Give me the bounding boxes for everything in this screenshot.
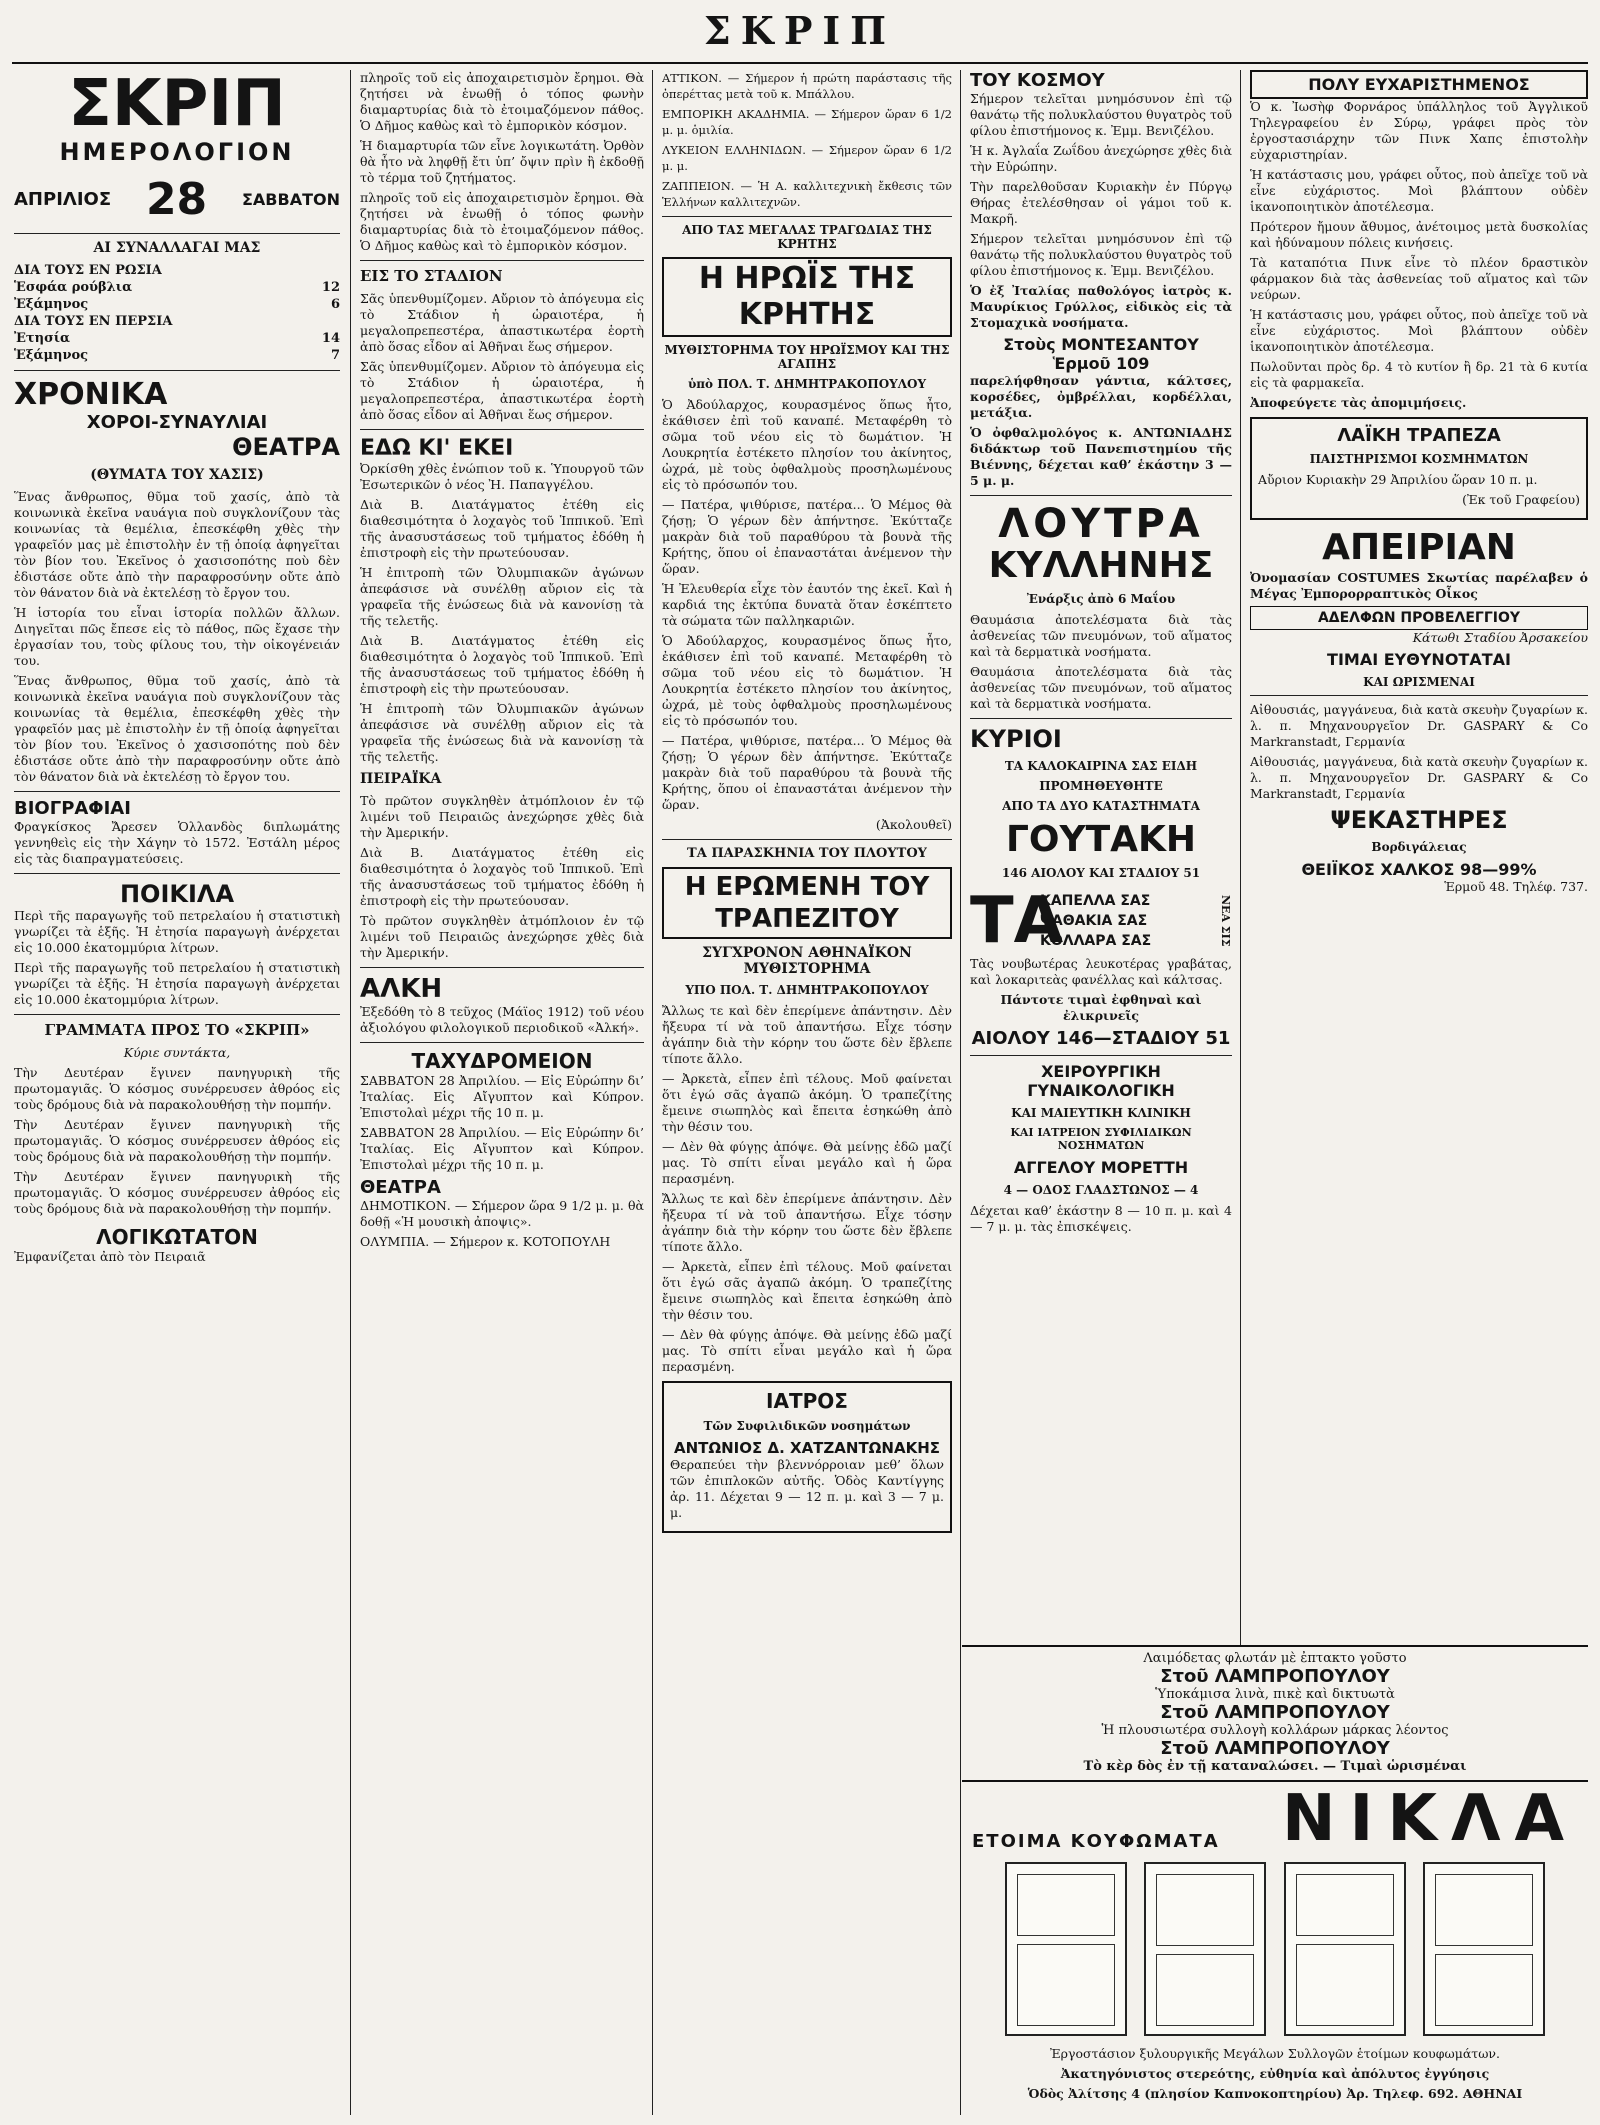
- clinic-name: ΑΓΓΕΛΟΥ ΜΟΡΕΤΤΗ: [1013, 1158, 1189, 1177]
- timai-line: ΤΙΜΑΙ ΕΥΘΥΝΟΤΑΤΑΙ: [1327, 650, 1511, 669]
- footer-text: Ἐμφανίζεται ἀπὸ τὸν Πειραιᾶ: [14, 1249, 206, 1264]
- date-month: ΑΠΡΙΛΙΟΣ: [14, 189, 112, 210]
- montesanto-address: Ἑρμοῦ 109: [1052, 354, 1150, 373]
- chronika-heading: ΧΡΟΝΙΚΑ: [14, 377, 168, 412]
- edo-text: Ἡ ἐπιτροπὴ τῶν Ὀλυμπιακῶν ἀγώνων ἀπεφάσισε νὰ συνέλθῃ αὔριον εἰς τὰ γραφεῖα τῆς ἑνώσεως διὰ νὰ κανονίσῃ τὰ τῆς τελετῆς.: [360, 565, 644, 628]
- thanks-text: Τὰ καταπότια Πινκ εἶνε τὸ πλέον δραστικὸν φάρμακον διὰ τὰς ἀσθενείας τοῦ αἵματος καὶ τῶν νεύρων.: [1250, 255, 1588, 302]
- serial2-text: — Ἀρκετὰ, εἶπεν ἐπὶ τέλους. Μοῦ φαίνεται ὅτι ἐγώ σᾶς ἀγαπῶ ἀκόμη. Ὁ τραπεζίτης ἔμεινε σιωπηλὸς καὶ ἔπειτα ἐσηκώθη ἀπὸ τὴν θέσιν του.: [662, 1071, 952, 1134]
- exchange-value: 14: [321, 331, 340, 346]
- montesanto-text: παρελήφθησαν γάντια, κάλτσες, κορσέδες, ὀμβρέλλαι, κορδέλλαι, μετάξια.: [970, 373, 1232, 420]
- exchange-row: [14, 279, 340, 296]
- biografiai-heading: ΒΙΟΓΡΑΦΙΑΙ: [14, 798, 131, 819]
- serial2-text: — Δὲν θὰ φύγῃς ἀπόψε. Θὰ μείνῃς ἐδῶ μαζί μας. Τὸ σπίτι εἶναι μεγάλο καὶ ἡ ὥρα περασμένη.: [662, 1327, 952, 1374]
- serial1-title: Η ΗΡΩΪΣ ΤΗΣ ΚΡΗΤΗΣ: [662, 257, 952, 337]
- edo-text: Ὀρκίσθη χθὲς ἐνώπιον τοῦ κ. Ὑπουργοῦ τῶν Ἐσωτερικῶν ὁ νέος Ἠ. Παπαγγέλου.: [360, 461, 644, 492]
- column-3: [662, 70, 952, 2115]
- clinic-subtitle: ΚΑΙ ΜΑΙΕΥΤΙΚΗ ΚΛΙΝΙΚΗ: [1011, 1106, 1191, 1120]
- masthead-title: ΣΚΡΙΠ: [703, 8, 897, 53]
- goutaki-address: 146 ΑΙΟΛΟΥ ΚΑΙ ΣΤΑΔΙΟΥ 51: [1001, 866, 1201, 880]
- exchange-label: Ἐτησία: [14, 331, 71, 346]
- stadion-heading: ΕΙΣ ΤΟ ΣΤΑΔΙΟΝ: [360, 267, 503, 285]
- prices-text: Πάντοτε τιμαὶ ἐφθηναὶ καὶ ἐλικρινεῖς: [1000, 992, 1202, 1023]
- exchange-value: 7: [330, 348, 340, 363]
- goutaki-title: ΓΟΥΤΑΚΗ: [1005, 819, 1197, 860]
- date-line: [14, 174, 340, 225]
- door-illustration: [1005, 1862, 1127, 2036]
- laiki-title: ΛΑΪΚΗ ΤΡΑΠΕΖΑ: [1337, 425, 1501, 446]
- society-text: Ἡ κ. Ἀγλαΐα Ζωΐδου ἀνεχώρησε χθὲς διὰ τὴν Εὐρώπην.: [970, 143, 1232, 174]
- brothers-name: ΑΔΕΛΦΩΝ ΠΡΟΒΕΛΕΓΓΙΟΥ: [1250, 606, 1588, 630]
- article-text: πληροῖς τοῦ εἰς ἀποχαιρετισμὸν ἔρημοι. Θὰ ζητήσει νὰ ἑνωθῇ ὁ τόπος φωνὴν διαμαρτυρίας διὰ τὸ ἐτοιμαζόμενον πάθος. Ὁ Δῆμος καθὼς καὶ τὸ ἐμπορικὸν κόσμον.: [360, 190, 644, 253]
- paper-subtitle: ΗΜΕΡΟΛΟΓΙΟΝ: [59, 138, 295, 166]
- lamp-line: Τὸ κὲρ δὸς ἐν τῇ καταναλώσει. — Τιμαὶ ὡρισμέναι: [1083, 1759, 1467, 1774]
- ta-side: ΝΕΑ ΣΙΣ: [1219, 895, 1232, 947]
- clinic-address: 4 — ΟΔΟΣ ΓΛΑΔΣΤΩΝΟΣ — 4: [1003, 1183, 1199, 1197]
- peiraika-text: Διὰ Β. Διατάγματος ἐτέθη εἰς διαθεσιμότητα ὁ λοχαγὸς τοῦ Ἱππικοῦ. Ἐπὶ τῆς ἀνασυστάσεως τοῦ τμήματος ἐδόθη ἡ ἐπιστροφὴ εἰς τὴν πρωτεύουσαν.: [360, 845, 644, 908]
- bio-text: Φραγκίσκος Ἄρεσεν Ὁλλανδὸς διπλωμάτης γεννηθεὶς εἰς τὴν Χάγην τὸ 1572. Ἐστάλη μέρος εἰς τὰς διαπραγματεύσεις.: [14, 819, 340, 866]
- exchange-value: 12: [321, 280, 340, 295]
- serial2-author: ΥΠΟ ΠΟΛ. Τ. ΔΗΜΗΤΡΑΚΟΠΟΥΛΟΥ: [685, 983, 929, 997]
- theatra-heading: ΘΕΑΤΡΑ: [232, 433, 340, 461]
- article-text: Ἡ διαμαρτυρία τῶν εἶνε λογικωτάτη. Ὀρθὸν θὰ ἦτο νὰ ληφθῇ ἔτι ὑπ’ ὄψιν πρὶν ἢ ἐκδοθῇ τὸ τέρμα τοῦ ζητήματος.: [360, 138, 644, 185]
- ta-text: Τὰς νουβωτέρας λευκοτέρας γραβάτας, καὶ λοκαριτεὰς φανέλλας καὶ κάλτσας.: [970, 956, 1232, 987]
- peiraika-text: Τὸ πρῶτον συγκληθὲν ἀτμόπλοιον ἐν τῷ λιμένι τοῦ Πειραιῶς ἀνεχώρησε χθὲς διὰ τὴν Ἀμερικήν.: [360, 793, 644, 840]
- clinic-subtitle-2: ΚΑΙ ΙΑΤΡΕΙΟΝ ΣΥΦΙΛΙΔΙΚΩΝ ΝΟΣΗΜΑΤΩΝ: [1010, 1126, 1192, 1152]
- clinic-title: ΧΕΙΡΟΥΡΓΙΚΗ ΓΥΝΑΙΚΟΛΟΓΙΚΗ: [1027, 1062, 1175, 1100]
- serial2-text: Ἄλλως τε καὶ δὲν ἐπερίμενε ἀπάντησιν. Δὲν ἤξευρα τί νὰ τοῦ ἀπαντήσω. Εἶχε τόσην ἀγάπην διὰ τὴν κόρην του ὥστε δὲν ἔβλεπε τίποτε ἄλλο.: [662, 1191, 952, 1254]
- door-illustrations: [962, 1862, 1588, 2040]
- serial2-overline: ΤΑ ΠΑΡΑΣΚΗΝΙΑ ΤΟΥ ΠΛΟΥΤΟΥ: [687, 846, 927, 861]
- door-illustration: [1144, 1862, 1266, 2036]
- serial1-continues: (Ἀκολουθεῖ): [875, 817, 952, 832]
- doctor-ad: [662, 1381, 952, 1533]
- ta-big: ΤΑ: [970, 884, 1064, 958]
- exchange-row: [14, 347, 340, 364]
- serial1-subtitle: ΜΥΘΙΣΤΟΡΗΜΑ ΤΟΥ ΗΡΩΪΣΜΟΥ ΚΑΙ ΤΗΣ ΑΓΑΠΗΣ: [664, 343, 950, 371]
- edo-text: Διὰ Β. Διατάγματος ἐτέθη εἰς διαθεσιμότητα ὁ λοχαγὸς τοῦ Ἱππικοῦ. Ἐπὶ τῆς ἀνασυστάσεως τοῦ τμήματος ἐδόθη ἡ ἐπιστροφὴ εἰς τὴν πρωτεύουσαν.: [360, 633, 644, 696]
- lamp-line: Λαιμόδετας φλωτάν μὲ ἐπτακτο γοῦστο: [1143, 1651, 1407, 1666]
- serial1-author: ὑπὸ ΠΟΛ. Τ. ΔΗΜΗΤΡΑΚΟΠΟΥΛΟΥ: [687, 377, 927, 391]
- column-rule: [652, 70, 653, 2115]
- psekastires-subtitle: Βορδιγάλειας: [1371, 840, 1467, 854]
- serial2-text: — Ἀρκετὰ, εἶπεν ἐπὶ τέλους. Μοῦ φαίνεται ὅτι ἐγώ σᾶς ἀγαπῶ ἀκόμη. Ὁ τραπεζίτης ἔμεινε σιωπηλὸς καὶ ἔπειτα ἐσηκώθη ἀπὸ τὴν θέσιν του.: [662, 1259, 952, 1322]
- article-text: Ἕνας ἄνθρωπος, θῦμα τοῦ χασίς, ἀπὸ τὰ κοινωνικὰ ἐκεῖνα ναυάγια ποὺ συγκλονίζουν τὰς κοινωνίας τὰ θεμέλια, ἐπεσκέφθη χθὲς τὴν γραφεῖόν μας μὲ ἐπιστολὴν ἐν τῇ ὁποίᾳ ἀφηγεῖται τὸν βίον του. Ἐκεῖνος ὁ χασισοπότης ποὺ δὲν ἐδιστάσε οὔτε ἀπὸ τὴν παραφροσύνην οὔτε ἀπὸ τὸν θάνατον διὰ νὰ ἐκτελέσῃ τὸ ἔργον του.: [14, 489, 340, 600]
- physician-ad: Ὁ ἐξ Ἰταλίας παθολόγος ἰατρὸς κ. Μαυρίκιος Γρύλλος, εἰδικὸς εἰς τὰ Στομαχικὰ νοσήματα.: [970, 283, 1232, 330]
- lamp-store: Στοῦ ΛΑΜΠΡΟΠΟΥΛΟΥ: [1160, 1702, 1390, 1723]
- letters-text: Τὴν Δευτέραν ἔγινεν πανηγυρικὴ τῆς πρωτομαγιᾶς. Ὁ κόσμος συνέρρευσεν ἀθρόος εἰς τοὺς δρόμους διὰ νὰ παρακολουθήσῃ τὴν πομπήν.: [14, 1117, 340, 1164]
- clinic-text: Δέχεται καθ’ ἑκάστην 8 — 10 π. μ. καὶ 4 — 7 μ. μ. τὰς ἐπισκέψεις.: [970, 1203, 1232, 1234]
- alki-heading: ΑΛΚΗ: [360, 974, 443, 1004]
- bottom-ads: [962, 1645, 1588, 2117]
- date-weekday: ΣΑΒΒΑΤΟΝ: [241, 190, 340, 209]
- ta-item: ΚΟΛΛΑΡΑ ΣΑΣ: [1040, 933, 1152, 949]
- serial1-text: Ὁ Ἀδούλαρχος, κουρασμένος ὅπως ἦτο, ἐκάθισεν ἐπὶ τοῦ καναπέ. Μεταφέρθη τὸ σῶμα τοῦ νέου εἰς τὸ δωμάτιον. Ἡ Λουκρητία ἐστέκετο πλησίον του ἀκίνητος, ὠχρά, μὲ τοὺς ὀφθαλμοὺς προσηλωμένους εἰς τὸ πρόσωπόν του.: [662, 633, 952, 728]
- nikla-text-2: Ἀκατηγόνιστος στερεότης, εὐθηνία καὶ ἀπόλυτος ἐγγύησις: [1060, 2066, 1490, 2081]
- logiotaton-heading: ΛΟΓΙΚΩΤΑΤΟΝ: [96, 1225, 258, 1249]
- doctor-title: ΙΑΤΡΟΣ: [766, 1389, 848, 1413]
- thanks-text: Πρότερον ἤμουν ἄθυμος, ἀνέτοιμος μετὰ δυσκολίας καὶ ἠδύναμουν πόλεις κινήσεις.: [1250, 219, 1588, 250]
- stadion-text: Σᾶς ὑπενθυμίζομεν. Αὔριον τὸ ἀπόγευμα εἰς τὸ Στάδιον ἡ ὡραιοτέρα, ἡ μεγαλοπρεπεστέρα, ἀπαστικωτέρα ἑορτὴ ἀπὸ ὅσας εἶδον αἱ Ἀθῆναι ἕως σήμερον.: [360, 291, 644, 354]
- thanks-text: Ἡ κατάστασις μου, γράφει οὗτος, ποὺ ἀπεῖχε τοῦ νὰ εἶνε εὐχάριστος. Μοὶ βλάπτουν οὐδὲν ἱκανοποιητικὸν ἀποτέλεσμα.: [1250, 167, 1588, 214]
- article-text: Ἡ ἱστορία του εἶναι ἱστορία πολλῶν ἄλλων. Διηγεῖται πῶς ἔπεσε εἰς τὸ πάθος, πῶς ἔχασε τὴν ἐργασίαν του, τοὺς φίλους του, τὴν οἰκογένειάν του.: [14, 605, 340, 668]
- society-text: Σήμερον τελεῖται μνημόσυνον ἐπὶ τῷ θανάτῳ τῆς πολυκλαύστου θυγατρὸς τοῦ φίλου ἐπιστήμονος κ. Ἐμμ. Βενιζέλου.: [970, 231, 1232, 278]
- thanks-text: Ἡ κατάστασις μου, γράφει οὗτος, ποὺ ἀπεῖχε τοῦ νὰ εἶνε εὐχάριστος. Μοὶ βλάπτουν οὐδὲν ἱκανοποιητικὸν ἀποτέλεσμα.: [1250, 307, 1588, 354]
- laiki-text: Αὔριον Κυριακὴν 29 Ἀπριλίου ὥραν 10 π. μ.: [1258, 472, 1538, 487]
- tachy-text: ΣΑΒΒΑΤΟΝ 28 Ἀπριλίου. — Εἰς Εὐρώπην δι’ Ἰταλίας. Εἰς Αἴγυπτον καὶ Κύπρον. Ἐπιστολαὶ μέχρι τῆς 10 π. μ.: [360, 1125, 644, 1172]
- loutra-opening: Ἐνάρξις ἀπὸ 6 Μαΐου: [1026, 592, 1176, 606]
- kyrioi-heading: ΚΥΡΙΟΙ: [970, 725, 1062, 753]
- laiki-ad: [1250, 417, 1588, 520]
- laiki-sign: (Ἐκ τοῦ Γραφείου): [1462, 492, 1580, 507]
- loutra-text: Θαυμάσια ἀποτελέσματα διὰ τὰς ἀσθενείας τῶν πνευμόνων, τοῦ αἵματος καὶ τὰ δερματικὰ νοσήματα.: [970, 612, 1232, 659]
- loutra-text: Θαυμάσια ἀποτελέσματα διὰ τὰς ἀσθενείας τῶν πνευμόνων, τοῦ αἵματος καὶ τὰ δερματικὰ νοσήματα.: [970, 664, 1232, 711]
- theatra-subheading: (ΘΥΜΑΤΑ ΤΟΥ ΧΑΣΙΣ): [90, 467, 264, 483]
- theatra-heading-2: ΘΕΑΤΡΑ: [360, 1177, 441, 1198]
- top-notice: ΛΥΚΕΙΟΝ ΕΛΛΗΝΙΔΩΝ. — Σήμερον ὥραν 6 1/2 μ. μ.: [662, 143, 952, 173]
- thanks-text: Πωλοῦνται πρὸς δρ. 4 τὸ κυτίον ἢ δρ. 21 τὰ 6 κυτία εἰς τὰ φαρμακεῖα.: [1250, 359, 1588, 390]
- letters-text: Τὴν Δευτέραν ἔγινεν πανηγυρικὴ τῆς πρωτομαγιᾶς. Ὁ κόσμος συνέρρευσεν ἀθρόος εἰς τοὺς δρόμους διὰ νὰ παρακολουθήσῃ τὴν πομπήν.: [14, 1065, 340, 1112]
- exchange-persia: ΔΙΑ ΤΟΥΣ ΕΝ ΠΕΡΣΙΑ: [14, 314, 173, 329]
- serial2-title: Η ΕΡΩΜΕΝΗ ΤΟΥ ΤΡΑΠΕΖΙΤΟΥ: [662, 867, 952, 939]
- serial1-text: — Πατέρα, ψιθύρισε, πατέρα... Ὁ Μέμος θὰ ζήσῃ; Ὁ γέρων δὲν ἀπήντησε. Ἐκύτταζε μακρὰν διὰ τοῦ παραθύρου τὰ βουνὰ τῆς Κρήτης, ὅπου οἱ ἐπαναστάται ἀνέμενον τὴν ὥραν.: [662, 497, 952, 576]
- alki-text: Ἐξεδόθη τὸ 8 τεῦχος (Μάϊος 1912) τοῦ νέου ἀξιολόγου φιλολογικοῦ περιοδικοῦ «Ἀλκή».: [360, 1004, 644, 1035]
- serial1-text: — Πατέρα, ψιθύρισε, πατέρα... Ὁ Μέμος θὰ ζήσῃ; Ὁ γέρων δὲν ἀπήντησε. Ἐκύτταζε μακρὰν διὰ τοῦ παραθύρου τὰ βουνὰ τῆς Κρήτης, ὅπου οἱ ἐπαναστάται ἀνέμενον τὴν ὥραν.: [662, 733, 952, 812]
- tachydromeion-heading: ΤΑΧΥΔΡΟΜΕΙΟΝ: [411, 1049, 593, 1073]
- thanks-promise: Ἀποφεύγετε τὰς ἀπομιμήσεις.: [1250, 395, 1467, 410]
- society-text: Τὴν παρελθοῦσαν Κυριακὴν ἐν Πύργῳ Θήρας ἐτελέσθησαν οἱ γάμοι τοῦ κ. Μακρῆ.: [970, 179, 1232, 226]
- ta-block: [970, 886, 1232, 956]
- society-heading: ΤΟΥ ΚΟΣΜΟΥ: [970, 70, 1105, 91]
- serial1-text: Ὁ Ἀδούλαρχος, κουρασμένος ὅπως ἦτο, ἐκάθισεν ἐπὶ τοῦ καναπέ. Μεταφέρθη τὸ σῶμα τοῦ νέου εἰς τὸ δωμάτιον. Ἡ Λουκρητία ἐστέκετο πλησίον του ἀκίνητος, ὠχρά, μὲ τοὺς ὀφθαλμοὺς προσηλωμένους εἰς τὸ πρόσωπόν του.: [662, 397, 952, 492]
- nikla-text: Ἐργοστάσιον ξυλουργικῆς Μεγάλων Συλλογῶν ἑτοίμων κουφωμάτων.: [1050, 2046, 1500, 2061]
- psekastires-title: ΨΕΚΑΣΤΗΡΕΣ: [1330, 806, 1508, 834]
- serial2-subtitle: ΣΥΓΧΡΟΝΟΝ ΑΘΗΝΑΪΚΟΝ ΜΥΘΙΣΤΟΡΗΜΑ: [702, 945, 912, 977]
- masthead: [0, 0, 1600, 62]
- peiraika-text: Τὸ πρῶτον συγκληθὲν ἀτμόπλοιον ἐν τῷ λιμένι τοῦ Πειραιῶς ἀνεχώρησε χθὲς διὰ τὴν Ἀμερικήν.: [360, 913, 644, 960]
- loutra-title: ΛΟΥΤΡΑ: [998, 501, 1204, 547]
- kyrioi-line: ΤΑ ΚΑΛΟΚΑΙΡΙΝΑ ΣΑΣ ΕΙΔΗ: [1004, 759, 1198, 773]
- serial1-overline: ΑΠΟ ΤΑΣ ΜΕΓΑΛΑΣ ΤΡΑΓΩΔΙΑΣ ΤΗΣ ΚΡΗΤΗΣ: [682, 223, 932, 251]
- exchange-list-persia: [14, 330, 340, 364]
- apeirian-text: Ὀνομασίαν COSTUMES Σκωτίας παρέλαβεν ὁ Μέγας Ἐμπορορραπτικὸς Οἶκος: [1250, 570, 1588, 601]
- lamp-store: Στοῦ ΛΑΜΠΡΟΠΟΥΛΟΥ: [1160, 1666, 1390, 1687]
- column-1: [14, 70, 340, 2115]
- door-illustration: [1284, 1862, 1406, 2036]
- poikila-heading: ΠΟΙΚΙΛΑ: [119, 880, 235, 908]
- serial2-text: Ἄλλως τε καὶ δὲν ἐπερίμενε ἀπάντησιν. Δὲν ἤξευρα τί νὰ τοῦ ἀπαντήσω. Εἶχε τόσην ἀγάπην διὰ τὴν κόρην του ὥστε δὲν ἔβλεπε τίποτε ἄλλο.: [662, 1003, 952, 1066]
- ta-item: ΚΑΠΕΛΛΑ ΣΑΣ: [1040, 893, 1151, 909]
- peiraika-heading: ΠΕΙΡΑΪΚΑ: [360, 771, 442, 787]
- edo-text: Διὰ Β. Διατάγματος ἐτέθη εἰς διαθεσιμότητα ὁ λοχαγὸς τοῦ Ἱππικοῦ. Ἐπὶ τῆς ἀνασυστάσεως τοῦ τμήματος ἐδόθη ἡ ἐπιστροφὴ εἰς τὴν πρωτεύουσαν.: [360, 497, 644, 560]
- serial2-text: — Δὲν θὰ φύγῃς ἀπόψε. Θὰ μείνῃς ἐδῶ μαζί μας. Τὸ σπίτι εἶναι μεγάλο καὶ ἡ ὥρα περασμένη.: [662, 1139, 952, 1186]
- column-rule: [960, 70, 961, 2115]
- exchange-row: [14, 296, 340, 313]
- apeirian-title: ΑΠΕΙΡΙΑΝ: [1322, 527, 1516, 568]
- serial1-text: Ἡ Ἐλευθερία εἶχε τὸν ἑαυτόν της ἐκεῖ. Καὶ ἡ καρδιά της ἐκτύπα δυνατὰ ὅταν ἐσκέπτετο τὰ σώματα τῶν παλληκαριῶν.: [662, 581, 952, 628]
- society-text: Σήμερον τελεῖται μνημόσυνον ἐπὶ τῷ θανάτῳ τῆς πολυκλαύστου θυγατρὸς τοῦ φίλου ἐπιστήμονος κ. Ἐμμ. Βενιζέλου.: [970, 91, 1232, 138]
- exchange-label: Ἐξάμηνος: [14, 297, 89, 312]
- thanks-text: Ὁ κ. Ἰωσὴφ Φορνάρος ὑπάλληλος τοῦ Ἀγγλικοῦ Τηλεγραφείου ἐν Σύρῳ, γράφει πρὸς τὸν ἐργοστασιάρχην τῶν Πινκ Χαπς ἐπιστολὴν εὐχαριστηρίαν.: [1250, 99, 1588, 162]
- paper-logo: ΣΚΡΙΠ: [68, 70, 286, 141]
- top-notice: ΕΜΠΟΡΙΚΗ ΑΚΑΔΗΜΙΑ. — Σήμερον ὥραν 6 1/2 μ. μ. ὁμιλία.: [662, 107, 952, 137]
- edo-text: Ἡ ἐπιτροπὴ τῶν Ὀλυμπιακῶν ἀγώνων ἀπεφάσισε νὰ συνέλθῃ αὔριον εἰς τὰ γραφεῖα τῆς ἑνώσεως διὰ νὰ κανονίσῃ τὰ τῆς τελετῆς.: [360, 701, 644, 764]
- montesanto-title: Στοὺς ΜΟΝΤΕΣΑΝΤΟΥ: [1003, 335, 1199, 354]
- nikla-address: Ὁδὸς Ἀλίτσης 4 (πλησίον Καπνοκοπτηρίου) Ἀρ. Τηλεφ. 692. ΑΘΗΝΑΙ: [1027, 2086, 1523, 2101]
- poikila-text: Περὶ τῆς παραγωγῆς τοῦ πετρελαίου ἡ στατιστικὴ γνωρίζει τὰ ἑξῆς. Ἡ ἐτησία παραγωγὴ ἀνέρχεται εἰς 10.000 ἑκατομμύρια λίτρων.: [14, 960, 340, 1007]
- column-2: [360, 70, 644, 2115]
- edo-heading: ΕΔΩ ΚΙ' ΕΚΕΙ: [360, 436, 514, 461]
- ophthalmologist-ad: Ὁ ὀφθαλμολόγος κ. ΑΝΤΩΝΙΑΔΗΣ διδάκτωρ τοῦ Πανεπιστημίου τῆς Βιέννης, δέχεται καθ’ ἑκάστην 3 — 5 μ. μ.: [970, 425, 1232, 488]
- masthead-rule: [12, 62, 1588, 64]
- column-rule: [350, 70, 351, 2115]
- machinery-text: Αἰθουσιάς, μαγγάνευα, διὰ κατὰ σκευὴν ζυγαρίων κ. λ. π. Μηχανουργεῖον Dr. GASPARY & Co Markranstadt, Γερμανία: [1250, 702, 1588, 749]
- exchange-title: ΑΙ ΣΥΝΑΛΛΑΓΑΙ ΜΑΣ: [93, 240, 261, 256]
- top-notice: ΖΑΠΠΕΙΟΝ. — Ἡ Α. καλλιτεχνικὴ ἔκθεσις τῶν Ἑλλήνων καλλιτεχνῶν.: [662, 179, 952, 209]
- date-day: 28: [145, 174, 208, 225]
- ta-item: ΨΑΘΑΚΙΑ ΣΑΣ: [1040, 913, 1148, 929]
- machinery-text: Αἰθουσιάς, μαγγάνευα, διὰ κατὰ σκευὴν ζυγαρίων κ. λ. π. Μηχανουργεῖον Dr. GASPARY & Co Markranstadt, Γερμανία: [1250, 754, 1588, 801]
- doctor-subtitle: Τῶν Συφιλιδικῶν νοσημάτων: [703, 1419, 911, 1433]
- thanks-heading: ΠΟΛΥ ΕΥΧΑΡΙΣΤΗΜΕΝΟΣ: [1250, 70, 1588, 99]
- kyllinis-title: ΚΥΛΛΗΝΗΣ: [988, 545, 1214, 586]
- top-notice: ΑΤΤΙΚΟΝ. — Σήμερον ἡ πρώτη παράστασις τῆς ὀπερέττας μετὰ τοῦ κ. Μπάλλου.: [662, 71, 952, 101]
- doctor-text: Θεραπεύει τὴν βλεννόρροιαν μεθ’ ὅλων τῶν ἐπιπλοκῶν αὐτῆς. Ὁδὸς Καντίγγης ἀρ. 11. Δέχεται 9 — 12 π. μ. καὶ 3 — 7 μ. μ.: [670, 1457, 944, 1520]
- article-text: Ἕνας ἄνθρωπος, θῦμα τοῦ χασίς, ἀπὸ τὰ κοινωνικὰ ἐκεῖνα ναυάγια ποὺ συγκλονίζουν τὰς κοινωνίας τὰ θεμέλια, ἐπεσκέφθη χθὲς τὴν γραφεῖόν μας μὲ ἐπιστολὴν ἐν τῇ ὁποίᾳ ἀφηγεῖται τὸν βίον του. Ἐκεῖνος ὁ χασισοπότης ποὺ δὲν ἐδιστάσε οὔτε ἀπὸ τὴν παραφροσύνην οὔτε ἀπὸ τὸν θάνατον διὰ νὰ ἐκτελέσῃ τὸ ἔργον του.: [14, 673, 340, 784]
- psekastires-text: ΘΕΙΪΚΟΣ ΧΑΛΚΟΣ 98—99%: [1301, 860, 1537, 879]
- lamp-line: Ἡ πλουσιωτέρα συλλογὴ κολλάρων μάρκας λέοντος: [1101, 1723, 1449, 1738]
- tachy-text: ΣΑΒΒΑΤΟΝ 28 Ἀπριλίου. — Εἰς Εὐρώπην δι’ Ἰταλίας. Εἰς Αἴγυπτον καὶ Κύπρον. Ἐπιστολαὶ μέχρι τῆς 10 π. μ.: [360, 1073, 644, 1120]
- katanti-text: Κάτωθι Σταδίου Ἀρσακείου: [1412, 630, 1588, 645]
- lamp-store: Στοῦ ΛΑΜΠΡΟΠΟΥΛΟΥ: [1160, 1738, 1390, 1759]
- nikla-title: ΝΙΚΛΑ: [1281, 1782, 1578, 1856]
- exchange-list-russia: [14, 279, 340, 313]
- exchange-label: Ἑσφάα ρούβλια: [14, 280, 133, 295]
- olympia-text: ΟΛΥΜΠΙΑ. — Σήμερον κ. ΚΟΤΟΠΟΥΛΗ: [360, 1234, 611, 1249]
- exchange-russia: ΔΙΑ ΤΟΥΣ ΕΝ ΡΩΣΙΑ: [14, 263, 162, 278]
- etoima-title: ΕΤΟΙΜΑ ΚΟΥΦΩΜΑΤΑ: [972, 1831, 1220, 1852]
- orismenai-line: ΚΑΙ ΩΡΙΣΜΕΝΑΙ: [1363, 675, 1475, 689]
- choroi-heading: ΧΟΡΟΙ-ΣΥΝΑΥΛΙΑΙ: [86, 412, 268, 433]
- exchange-row: [14, 330, 340, 347]
- letters-heading: ΓΡΑΜΜΑΤΑ ΠΡΟΣ ΤΟ «ΣΚΡΙΠ»: [44, 1021, 310, 1039]
- poikila-text: Περὶ τῆς παραγωγῆς τοῦ πετρελαίου ἡ στατιστικὴ γνωρίζει τὰ ἑξῆς. Ἡ ἐτησία παραγωγὴ ἀνέρχεται εἰς 10.000 ἑκατομμύρια λίτρων.: [14, 908, 340, 955]
- door-illustration: [1423, 1862, 1545, 2036]
- stadion-text: Σᾶς ὑπενθυμίζομεν. Αὔριον τὸ ἀπόγευμα εἰς τὸ Στάδιον ἡ ὡραιοτέρα, ἡ μεγαλοπρεπεστέρα, ἀπαστικωτέρα ἑορτὴ ἀπὸ ὅσας εἶδον αἱ Ἀθῆναι ἕως σήμερον.: [360, 359, 644, 422]
- doctor-name: ΑΝΤΩΝΙΟΣ Δ. ΧΑΤΖΑΝΤΩΝΑΚΗΣ: [673, 1439, 941, 1457]
- laiki-subtitle: ΠΑΙΣΤΗΡΙΣΜΟΙ ΚΟΣΜΗΜΑΤΩΝ: [1309, 452, 1529, 466]
- ta-items: [1040, 891, 1219, 951]
- store-address: ΑΙΟΛΟΥ 146—ΣΤΑΔΙΟΥ 51: [971, 1028, 1231, 1049]
- kyrioi-line: ΑΠΟ ΤΑ ΔΥΟ ΚΑΤΑΣΤΗΜΑΤΑ: [1002, 799, 1200, 813]
- article-text: πληροῖς τοῦ εἰς ἀποχαιρετισμὸν ἔρημοι. Θὰ ζητήσει νὰ ἑνωθῇ ὁ τόπος φωνὴν διαμαρτυρίας διὰ τὸ ἐτοιμαζόμενον πάθος. Ὁ Δῆμος καθὼς καὶ τὸ ἐμπορικὸν κόσμον.: [360, 70, 644, 133]
- lamp-line: Ὑποκάμισα λινὰ, πικὲ καὶ δικτυωτὰ: [1155, 1687, 1395, 1702]
- exchange-value: 6: [330, 297, 340, 312]
- letters-salutation: Κύριε συντάκτα,: [123, 1045, 231, 1060]
- exchange-label: Ἑξάμηνος: [14, 348, 89, 363]
- letters-text: Τὴν Δευτέραν ἔγινεν πανηγυρικὴ τῆς πρωτομαγιᾶς. Ὁ κόσμος συνέρρευσεν ἀθρόος εἰς τοὺς δρόμους διὰ νὰ παρακολουθήσῃ τὴν πομπήν.: [14, 1169, 340, 1216]
- theatra-text: ΔΗΜΟΤΙΚΟΝ. — Σήμερον ὥρα 9 1/2 μ. μ. θὰ δοθῇ «Ἡ μουσικὴ ἀποψις».: [360, 1198, 644, 1229]
- kyrioi-line: ΠΡΟΜΗΘΕΥΘΗΤΕ: [1039, 779, 1163, 793]
- psekastires-address: Ἑρμοῦ 48. Τηλέφ. 737.: [1444, 879, 1588, 894]
